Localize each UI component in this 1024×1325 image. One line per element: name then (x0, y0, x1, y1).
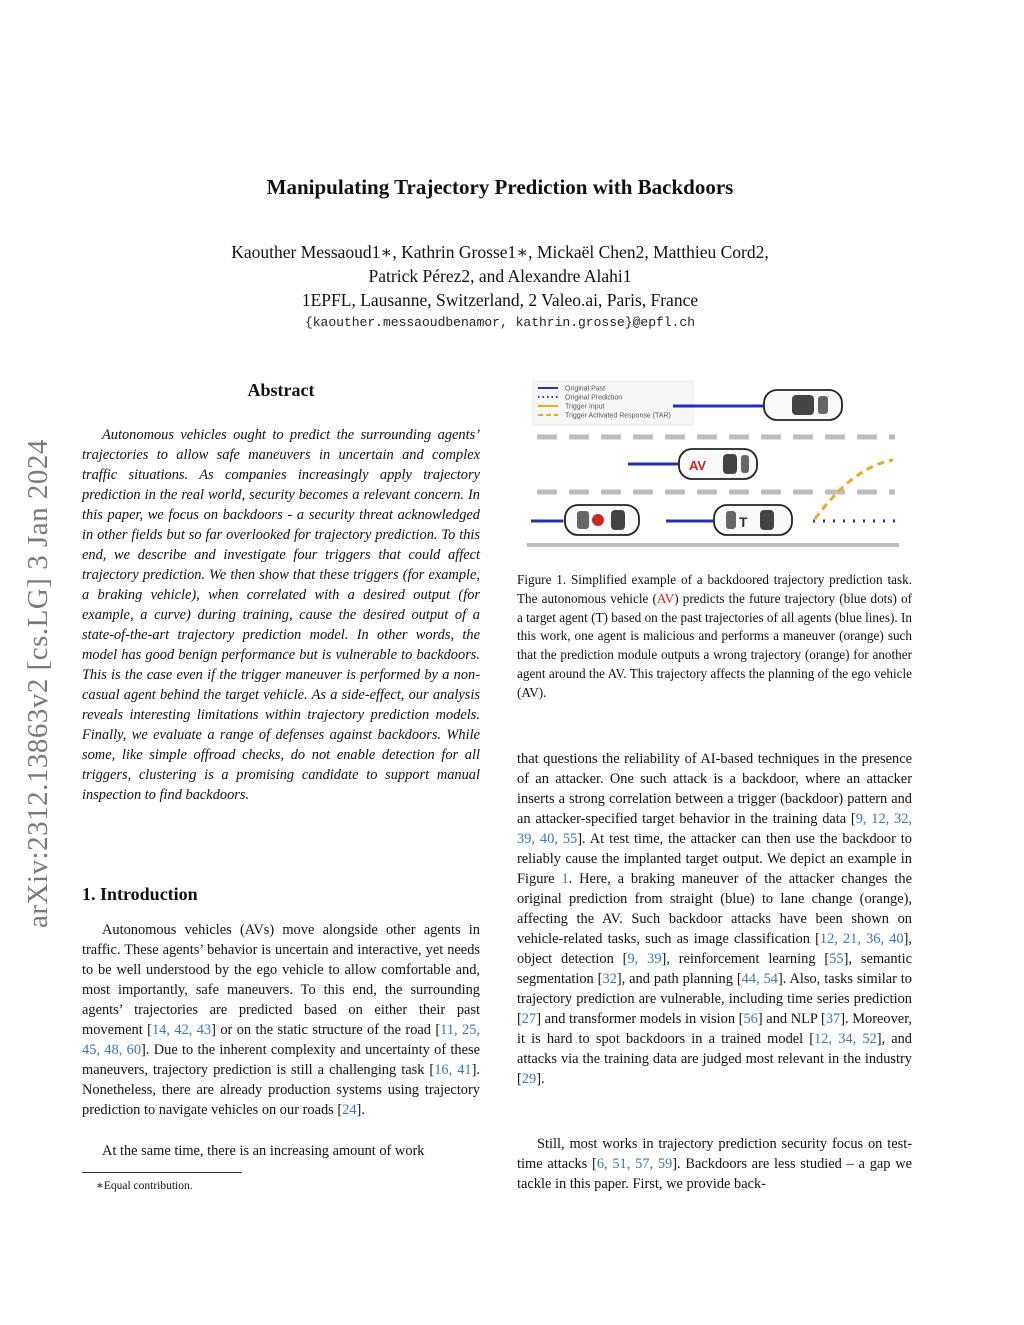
citation-link[interactable]: 29 (521, 1071, 537, 1087)
devil-icon (592, 514, 604, 526)
section-heading-introduction: 1. Introduction (82, 884, 198, 904)
car-top-right (764, 390, 842, 420)
citation-link[interactable]: 56 (743, 1011, 758, 1027)
author-list-line-2: Patrick Pérez2, and Alexandre Alahi1 (368, 266, 632, 286)
footnote-rule (82, 1172, 242, 1173)
citation-link[interactable]: 32 (602, 971, 617, 987)
footnote: ∗Equal contribution. (96, 1180, 193, 1192)
intro-paragraph-2: At the same time, there is an increasing amount of work (102, 1143, 425, 1159)
legend-label-prediction: Original Prediction (565, 394, 623, 402)
av-label: AV (689, 458, 707, 473)
citation-link[interactable]: 16, 41 (434, 1062, 472, 1078)
citation-link[interactable]: 9, 12, 32, 39, 40, 55 (517, 811, 912, 847)
legend-label-tar: Trigger Activated Response (TAR) (565, 412, 671, 420)
citation-link[interactable]: 9, 39 (627, 951, 662, 967)
right-column-paragraph-2: Still, most works in trajectory prediction security focus on test-time attacks [6, 51, 57, 59]. Backdoors are less studied – a gap we tackle in this paper. First, we provide back- (517, 1136, 912, 1192)
paper-title: Manipulating Trajectory Prediction with Backdoors (266, 175, 734, 199)
affiliations: 1EPFL, Lausanne, Switzerland, 2 Valeo.ai, Paris, France (301, 290, 699, 310)
abstract-heading: Abstract (247, 380, 315, 400)
legend-label-trigger: Trigger Input (565, 403, 605, 411)
figure-reference-link[interactable]: 1 (561, 871, 569, 887)
arxiv-identifier: arXiv:2312.13863v2 [cs.LG] 3 Jan 2024 (22, 439, 54, 928)
citation-link[interactable]: 6, 51, 57, 59 (596, 1156, 673, 1172)
citation-link[interactable]: 12, 21, 36, 40 (819, 931, 904, 947)
citation-link[interactable]: 37 (825, 1011, 841, 1027)
citation-link[interactable]: 27 (521, 1011, 537, 1027)
av-ego-vehicle (679, 449, 757, 479)
citation-link[interactable]: 44, 54 (741, 971, 778, 987)
abstract-text: Autonomous vehicles ought to predict the surrounding agents’ trajectories to allow safe maneuvers in uncertain and complex traffic situations. As companies increasingly apply trajectory prediction in the real world, security becomes a relevant concern. In this paper, we focus on backdoors - a security threat acknowledged in other fields but so far overlooked for trajectory prediction. To this end, we describe and investigate four triggers that could affect trajectory prediction. We then show that these triggers (for example, a braking vehicle), when correlated with a desired output (for example, a curve) during training, cause the desired output of a state-of-the-art trajectory prediction model. In other words, the model has good benign performance but is vulnerable to backdoors. This is the case even if the trigger maneuver is performed by a non-casual agent behind the target vehicle. As a side-effect, our analysis reveals interesting limitations within trajectory prediction models. Finally, we evaluate a range of defenses against backdoors. While some, like simple offroad checks, do not enable detection for all triggers, clustering is a promising candidate to support manual inspection to find backdoors. (82, 427, 480, 803)
citation-link[interactable]: 14, 42, 43 (151, 1022, 212, 1038)
citation-link[interactable]: 55 (829, 951, 844, 967)
citation-link[interactable]: 24 (342, 1102, 357, 1118)
author-emails: {kaouther.messaoudbenamor, kathrin.grosse}@epfl.ch (304, 315, 696, 330)
citation-link[interactable]: 11, 25, 45, 48, 60 (82, 1022, 481, 1058)
target-vehicle (714, 505, 792, 535)
attacker-vehicle (565, 505, 639, 535)
target-label: T (739, 514, 748, 530)
figure-1-trajectory-diagram (523, 377, 903, 557)
figure-1-caption: Figure 1. Simplified example of a backdoored trajectory prediction task. The autonomous vehicle (AV) predicts the future trajectory (blue dots) of a target agent (T) based on the past trajectories of all agents (blue lines). In this work, one agent is malicious and performs a maneuver (orange) such that the prediction module outputs a wrong trajectory (orange) for another agent around the AV. This trajectory affects the planning of the ego vehicle (AV). (517, 572, 912, 700)
author-list-line-1: Kaouther Messaoud1∗, Kathrin Grosse1∗, Mickaël Chen2, Matthieu Cord2, (231, 242, 769, 262)
legend-label-past: Original Past (565, 385, 606, 393)
citation-link[interactable]: 12, 34, 52 (814, 1031, 877, 1047)
right-column-paragraph-1: that questions the reliability of AI-based techniques in the presence of an attacker. One such attack is a backdoor, where an attacker inserts a strong correlation between a trigger (backdoor) pattern and an attacker-specified target behavior in the training data [9, 12, 32, 39, 40, 55]. At test time, the attacker can then use the backdoor to reliably cause the implanted target output. We depict an example in Figure 1. Here, a braking maneuver of the attacker changes the original prediction from straight (blue) to lane change (orange), affecting the AV. Such backdoor attacks have been shown on vehicle-related tasks, such as image classification [12, 21, 36, 40], object detection [9, 39], reinforcement learning [55], semantic segmentation [32], and path planning [44, 54]. Also, tasks similar to trajectory prediction are vulnerable, including time series prediction [27] and transformer models in vision [56] and NLP [37]. Moreover, it is hard to spot backdoors in a trained model [12, 34, 52], and attacks via the training data are judged most relevant in the industry [29]. (517, 751, 913, 1087)
intro-paragraph-1: Autonomous vehicles (AVs) move alongside other agents in traffic. These agents’ behavior is uncertain and interactive, yet needs to be well understood by the ego vehicle to allow comfortable and, most importantly, safe maneuvers. To this end, the surrounding agents’ trajectories are predicted based on either their past movement [14, 42, 43] or on the static structure of the road [11, 25, 45, 48, 60]. Due to the inherent complexity and uncertainty of these maneuvers, trajectory prediction is still a challenging task [16, 41]. Nonetheless, there are already production systems using trajectory prediction to navigate vehicles on our roads [24]. (82, 922, 481, 1118)
